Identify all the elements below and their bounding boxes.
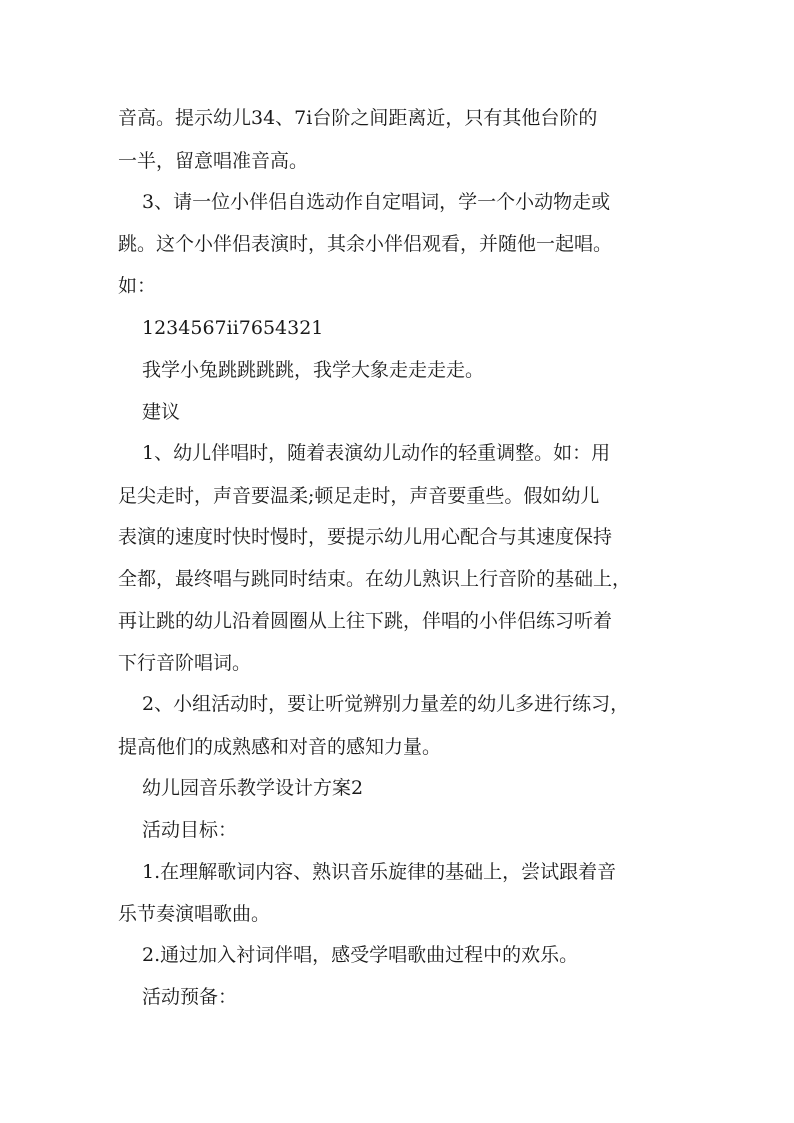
paragraph-line: 2、小组活动时，要让听觉辨别力量差的幼儿多进行练习， (142, 693, 630, 715)
paragraph-line: 全都，最终唱与跳同时结束。在幼儿熟识上行音阶的基础上， (118, 568, 632, 590)
paragraph-line: 1、幼儿伴唱时，随着表演幼儿动作的轻重调整。如：用 (142, 442, 611, 464)
paragraph-line: 跳。这个小伴侣表演时，其余小伴侣观看，并随他一起唱。 (118, 233, 613, 255)
paragraph-line: 如： (118, 275, 157, 297)
paragraph-line: 2.通过加入衬词伴唱，感受学唱歌曲过程中的欢乐。 (142, 944, 579, 966)
paragraph-line: 再让跳的幼儿沿着圆圈从上往下跳，伴唱的小伴侣练习听着 (118, 610, 613, 632)
notation-line: 1234567ii7654321 (142, 317, 324, 339)
paragraph-line: 提高他们的成熟感和对音的感知力量。 (118, 736, 442, 758)
section-heading: 活动目标： (142, 819, 238, 841)
paragraph-line: 一半，留意唱准音高。 (118, 150, 309, 172)
lyrics-line: 我学小兔跳跳跳跳，我学大象走走走走。 (142, 359, 485, 381)
paragraph-line: 1.在理解歌词内容、熟识音乐旋律的基础上，尝试跟着音 (142, 861, 617, 883)
paragraph-line: 足尖走时，声音要温柔;顿足走时，声音要重些。假如幼儿 (118, 485, 600, 507)
paragraph-line: 下行音阶唱词。 (118, 652, 252, 674)
section-heading: 活动预备： (142, 986, 238, 1008)
paragraph-line: 音高。提示幼儿34、7i台阶之间距离近，只有其他台阶的 (118, 107, 598, 129)
paragraph-line: 3、请一位小伴侣自选动作自定唱词，学一个小动物走或 (142, 191, 611, 213)
paragraph-line: 乐节奏演唱歌曲。 (118, 903, 271, 925)
section-heading: 幼儿园音乐教学设计方案2 (142, 777, 364, 799)
section-heading: 建议 (142, 401, 181, 423)
paragraph-line: 表演的速度时快时慢时，要提示幼儿用心配合与其速度保持 (118, 526, 613, 548)
